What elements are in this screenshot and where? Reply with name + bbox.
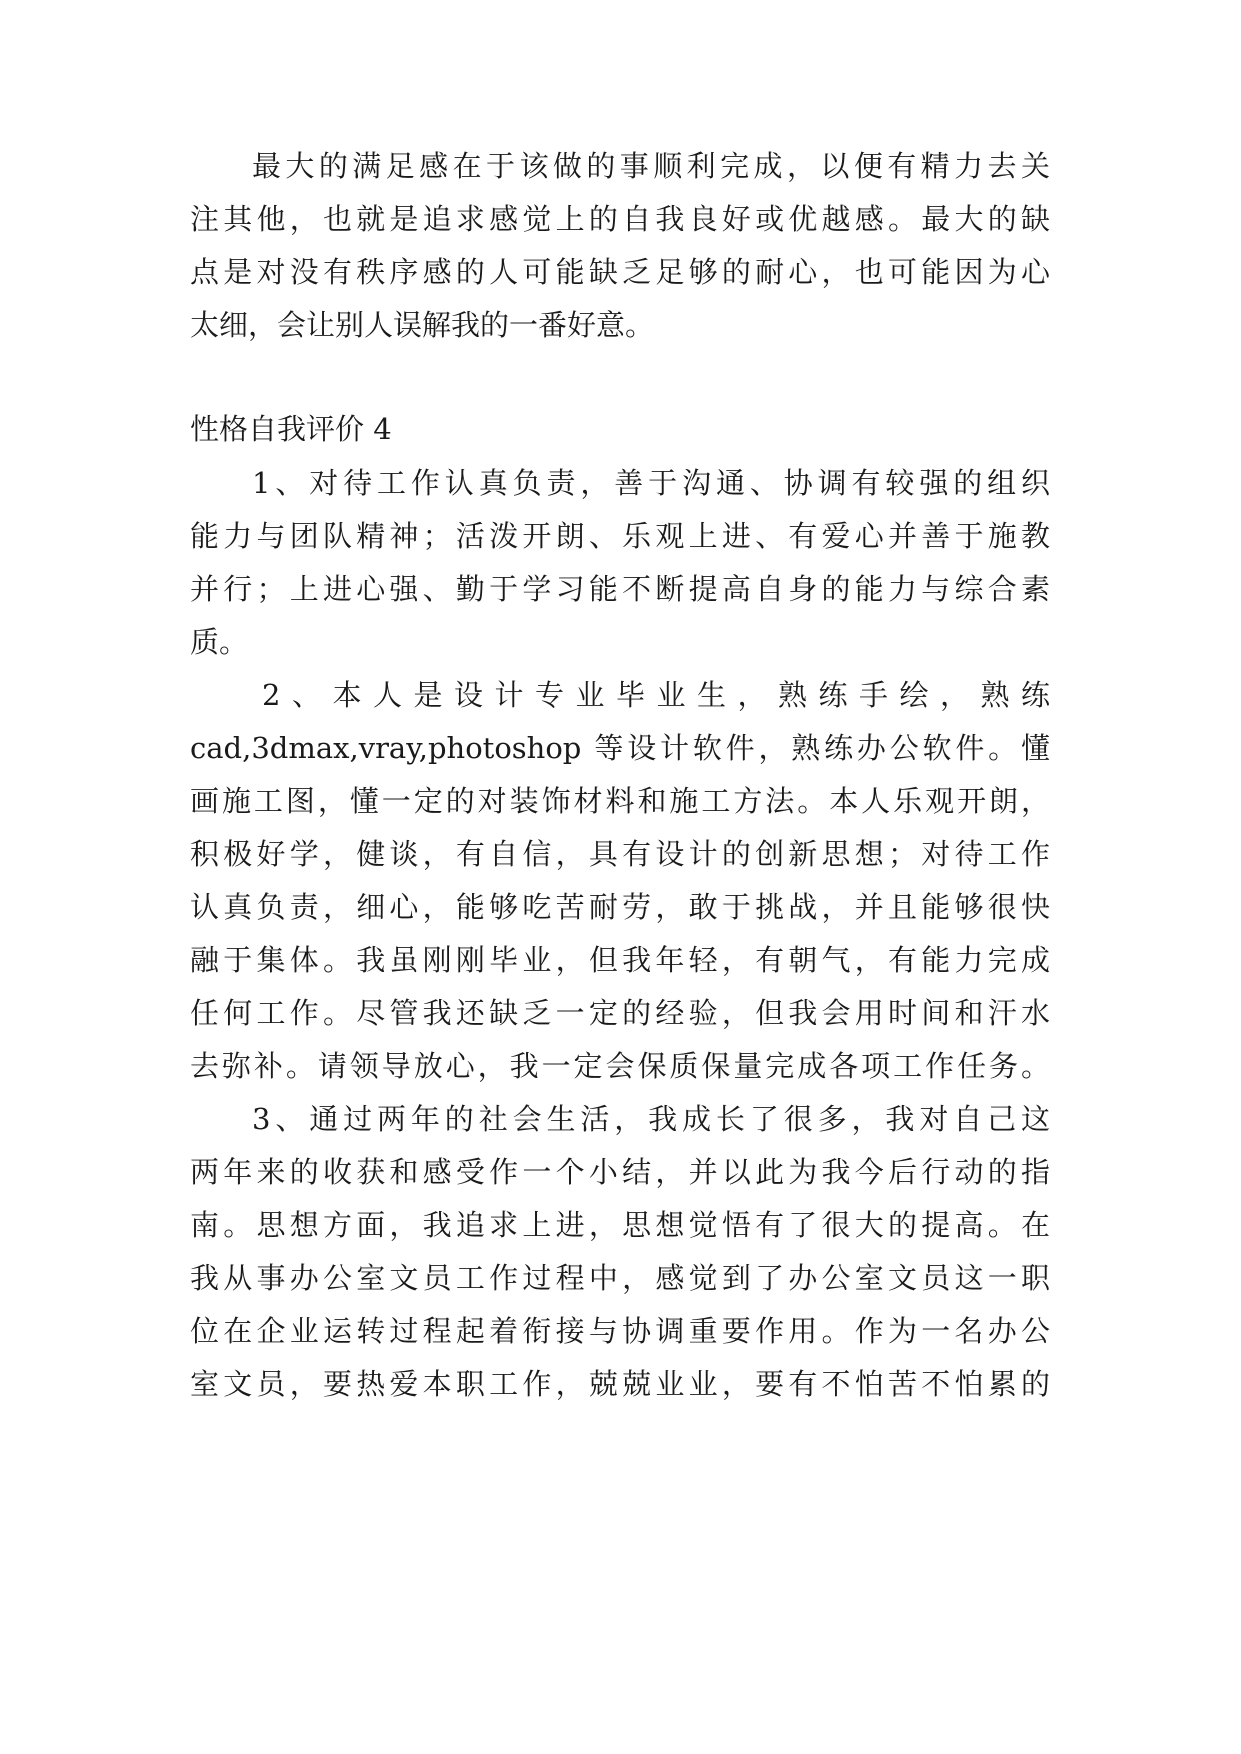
- paragraph-4-line-4: 我从事办公室文员工作过程中，感觉到了办公室文员这一职: [190, 1261, 1050, 1295]
- paragraph-2-line-1: 1、对待工作认真负责，善于沟通、协调有较强的组织: [252, 466, 1050, 500]
- paragraph-2-line-4: 质。: [190, 625, 249, 659]
- paragraph-4-line-5: 位在企业运转过程起着衔接与协调重要作用。作为一名办公: [190, 1314, 1050, 1348]
- paragraph-3-line-1: 2、本人是设计专业毕业生，熟练手绘，熟练: [262, 678, 1050, 712]
- paragraph-2-line-2: 能力与团队精神；活泼开朗、乐观上进、有爱心并善于施教: [190, 519, 1050, 553]
- paragraph-2-line-3: 并行；上进心强、勤于学习能不断提高自身的能力与综合素: [190, 572, 1050, 606]
- paragraph-3-line-7: 任何工作。尽管我还缺乏一定的经验，但我会用时间和汗水: [190, 996, 1050, 1030]
- paragraph-3-line-3: 画施工图，懂一定的对装饰材料和施工方法。本人乐观开朗，: [190, 784, 1050, 818]
- paragraph-3-line-2: cad,3dmax,vray,photoshop 等设计软件，熟练办公软件。懂: [190, 731, 1050, 765]
- paragraph-4-line-2: 两年来的收获和感受作一个小结，并以此为我今后行动的指: [190, 1155, 1050, 1189]
- paragraph-3-line-5: 认真负责，细心，能够吃苦耐劳，敢于挑战，并且能够很快: [190, 890, 1050, 924]
- paragraph-4-line-6: 室文员，要热爱本职工作，兢兢业业，要有不怕苦不怕累的: [190, 1367, 1050, 1401]
- paragraph-1-line-1: 最大的满足感在于该做的事顺利完成，以便有精力去关: [252, 149, 1050, 183]
- paragraph-4-line-3: 南。思想方面，我追求上进，思想觉悟有了很大的提高。在: [190, 1208, 1050, 1242]
- paragraph-3-line-6: 融于集体。我虽刚刚毕业，但我年轻，有朝气，有能力完成: [190, 943, 1050, 977]
- paragraph-3-line-8: 去弥补。请领导放心，我一定会保质保量完成各项工作任务。: [190, 1049, 1050, 1083]
- paragraph-1-line-3: 点是对没有秩序感的人可能缺乏足够的耐心，也可能因为心: [190, 255, 1050, 289]
- paragraph-1-line-2: 注其他，也就是追求感觉上的自我良好或优越感。最大的缺: [190, 202, 1050, 236]
- paragraph-3-line-4: 积极好学，健谈，有自信，具有设计的创新思想；对待工作: [190, 837, 1050, 871]
- section-heading: 性格自我评价 4: [190, 412, 392, 446]
- paragraph-4-line-1: 3、通过两年的社会生活，我成长了很多，我对自己这: [252, 1102, 1050, 1136]
- paragraph-1-line-4: 太细，会让别人误解我的一番好意。: [190, 308, 655, 342]
